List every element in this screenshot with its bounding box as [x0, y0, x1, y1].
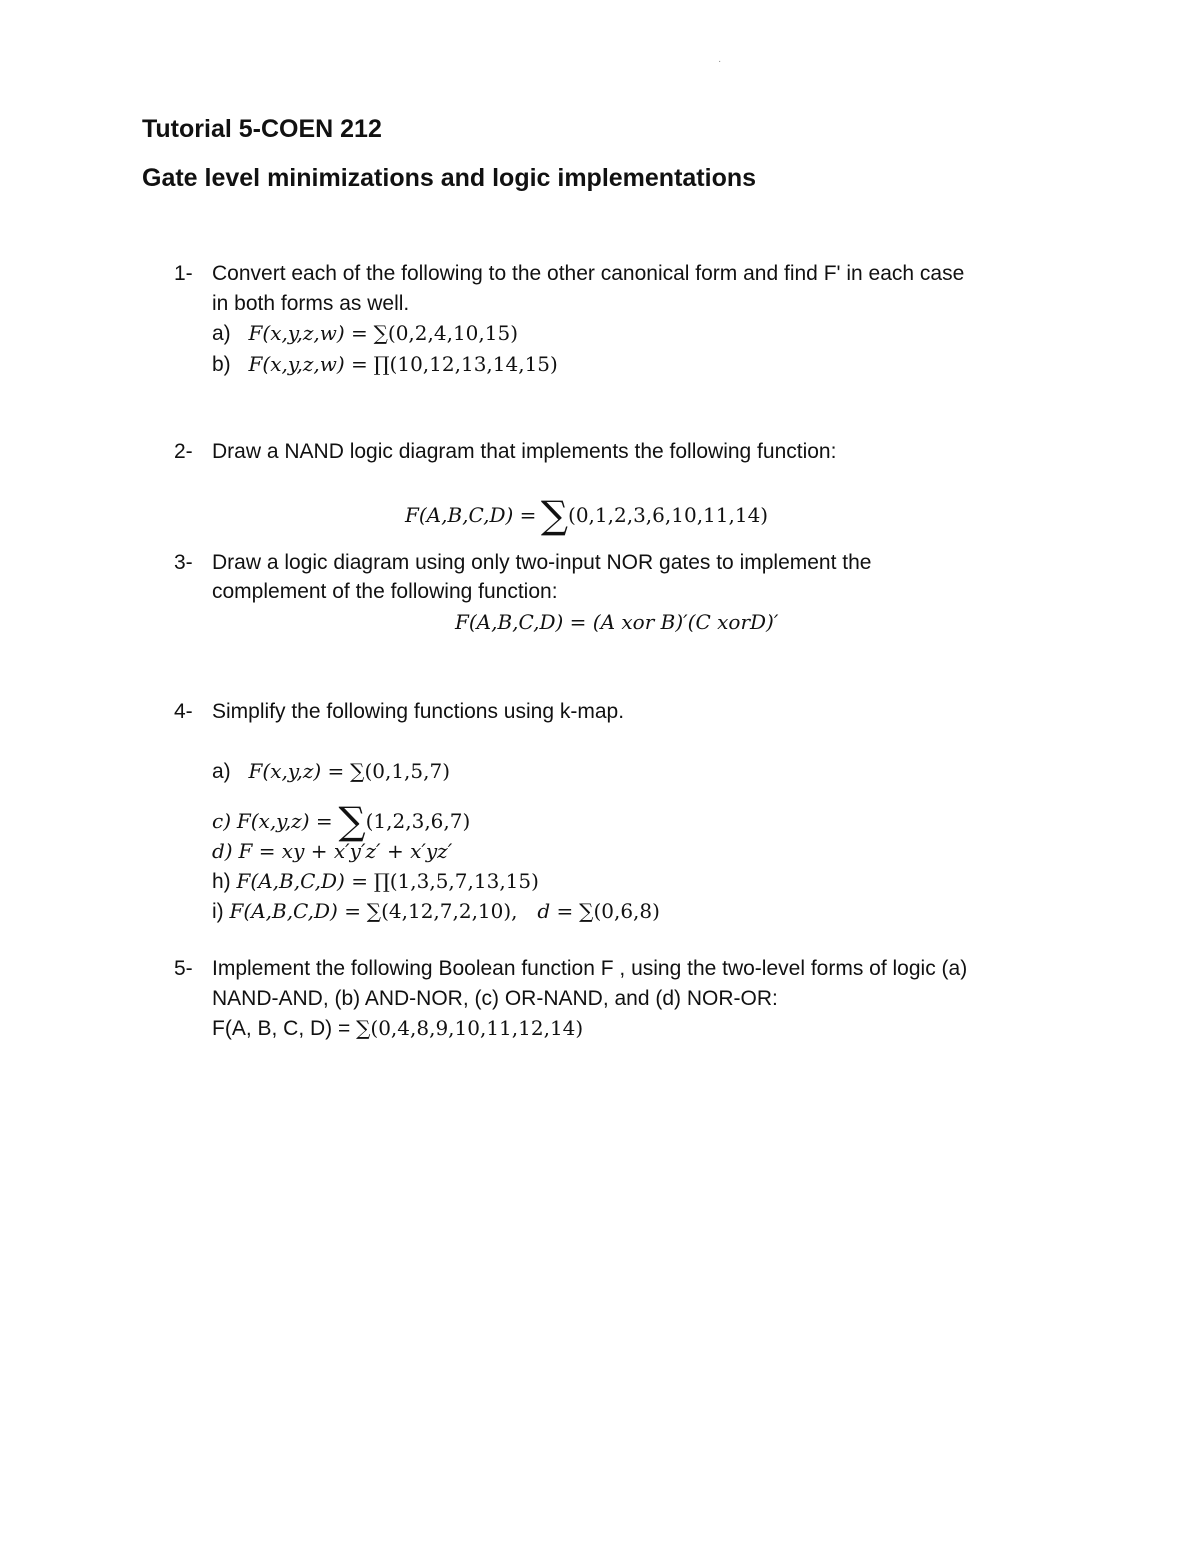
question-text: Simplify the following functions using k-map.: [212, 700, 625, 723]
sum-symbol: ∑: [373, 321, 388, 345]
question-number: 2-: [174, 440, 193, 463]
equation-4d: [212, 839, 452, 864]
stray-dot: ·: [718, 56, 722, 67]
equation-4h: [212, 869, 539, 894]
equation-rhs: (4,12,7,2,10),: [381, 899, 518, 923]
item-label: h): [212, 870, 231, 893]
equation-3: F(A,B,C,D) = (A xor B)′(C xorD)′: [455, 610, 779, 634]
question-text: Implement the following Boolean function F , using the two-level forms of logic (a): [212, 957, 968, 980]
sum-symbol: ∑: [540, 493, 569, 537]
equation-5: [212, 1016, 583, 1041]
equation-rhs: (0,4,8,9,10,11,12,14): [370, 1016, 584, 1040]
equation-rhs: (0,1,5,7): [364, 759, 451, 783]
equation-lhs: F(x,y,z,w) =: [248, 352, 368, 376]
equation-rhs: (0,2,4,10,15): [387, 321, 519, 345]
question-text: in both forms as well.: [212, 292, 410, 315]
equation-rhs: (0,1,2,3,6,10,11,14): [568, 503, 769, 527]
item-label: b): [212, 353, 231, 376]
tutorial-title: Tutorial 5-COEN 212: [142, 115, 382, 143]
equation-body: F = xy + x′y′z′ + x′yz′: [238, 839, 453, 863]
item-label: i): [212, 900, 224, 923]
product-symbol: ∏: [373, 352, 390, 376]
sum-symbol: ∑: [366, 899, 382, 923]
equation-4c: [212, 796, 471, 843]
equation-lhs: F(x,y,z) =: [248, 759, 345, 783]
dont-care-label: d =: [537, 899, 574, 923]
equation-1a: [212, 321, 518, 346]
equation-4i: [212, 899, 660, 924]
question-number: 3-: [174, 551, 193, 574]
equation-lhs: F(x,y,z,w) =: [248, 321, 368, 345]
dont-care-rhs: (0,6,8): [593, 899, 660, 923]
item-label: a): [212, 760, 231, 783]
equation-4a: [212, 759, 450, 784]
equation-rhs: (1,2,3,6,7): [365, 809, 471, 833]
item-label: c): [212, 809, 232, 833]
question-number: 1-: [174, 262, 193, 285]
item-label: d): [212, 839, 233, 863]
product-symbol: ∏: [373, 869, 390, 893]
question-text: Draw a logic diagram using only two-input NOR gates to implement the: [212, 551, 872, 574]
question-number: 4-: [174, 700, 193, 723]
equation-rhs: (10,12,13,14,15): [389, 352, 558, 376]
equation-1b: [212, 352, 558, 377]
sum-symbol: ∑: [579, 899, 594, 923]
item-label: a): [212, 322, 231, 345]
equation-rhs: (1,3,5,7,13,15): [389, 869, 539, 893]
sum-symbol: ∑: [338, 799, 366, 843]
equation-lhs: F(A,B,C,D) =: [236, 869, 368, 893]
equation-lhs: F(x,y,z) =: [236, 809, 333, 833]
question-text: Convert each of the following to the other canonical form and find F' in each case: [212, 262, 965, 285]
question-text: Draw a NAND logic diagram that implements the following function:: [212, 440, 837, 463]
equation-lhs: F(A,B,C,D) =: [229, 899, 361, 923]
equation-2: [405, 490, 769, 537]
equation-lhs: F(A, B, C, D) =: [212, 1017, 351, 1040]
question-text: NAND-AND, (b) AND-NOR, (c) OR-NAND, and (d) NOR-OR:: [212, 987, 778, 1010]
question-number: 5-: [174, 957, 193, 980]
sum-symbol: ∑: [350, 759, 365, 783]
equation-lhs: F(A,B,C,D) =: [405, 503, 537, 527]
question-text: complement of the following function:: [212, 580, 558, 603]
sum-symbol: ∑: [356, 1016, 371, 1040]
tutorial-subtitle: Gate level minimizations and logic implementations: [142, 164, 757, 192]
